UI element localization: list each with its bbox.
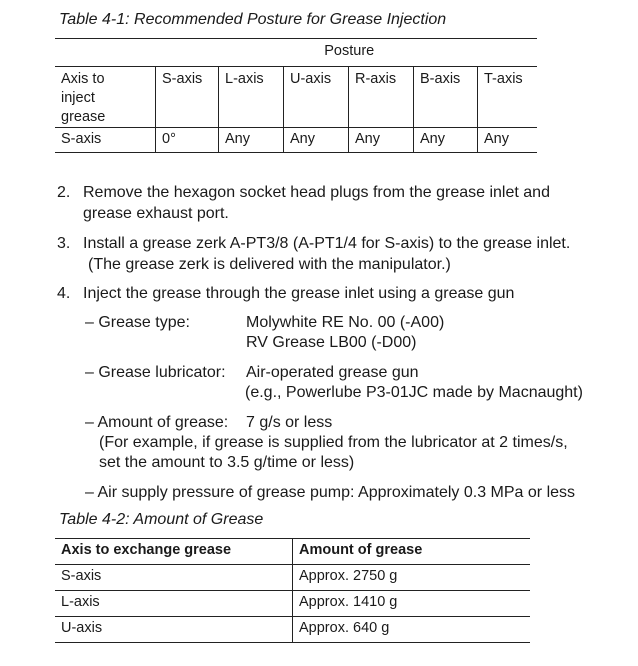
- header-s-axis: S-axis: [156, 67, 219, 128]
- detail-value: 7 g/s or less: [246, 414, 333, 431]
- header-u-axis: U-axis: [284, 67, 349, 128]
- header-t-axis: T-axis: [478, 67, 538, 128]
- detail-note: (For example, if grease is supplied from the lubricator at 2 times/s,: [99, 434, 568, 451]
- cell: Approx. 2750 g: [293, 565, 531, 591]
- header-axis-to-exchange: Axis to exchange grease: [55, 539, 293, 565]
- step-text: Inject the grease through the grease inlet using a grease gun: [83, 285, 515, 302]
- cell: Any: [478, 128, 538, 153]
- table-row: [55, 565, 530, 591]
- table-row: [55, 591, 530, 617]
- step-text: (The grease zerk is delivered with the manipulator.): [88, 256, 451, 273]
- cell: Any: [219, 128, 284, 153]
- detail-value: (e.g., Powerlube P3-01JC made by Macnaught): [245, 384, 583, 401]
- grease-amount-table: [55, 538, 530, 643]
- detail-value: Air-operated grease gun: [246, 364, 419, 381]
- header-axis-to-inject: Axis to inject grease: [55, 67, 156, 128]
- detail-value: Molywhite RE No. 00 (-A00): [246, 314, 445, 331]
- header-b-axis: B-axis: [414, 67, 478, 128]
- table-row: [55, 128, 537, 153]
- cell: Approx. 640 g: [293, 617, 531, 643]
- detail-key: – Grease type:: [85, 314, 190, 331]
- cell: Approx. 1410 g: [293, 591, 531, 617]
- cell: 0°: [156, 128, 219, 153]
- step-text: Install a grease zerk A-PT3/8 (A-PT1/4 for S-axis) to the grease inlet.: [83, 235, 571, 252]
- posture-table: [55, 38, 537, 153]
- detail-key: – Air supply pressure of grease pump: Approximately 0.3 MPa or less: [85, 484, 576, 501]
- header-l-axis: L-axis: [219, 67, 284, 128]
- step-text: grease exhaust port.: [83, 205, 229, 222]
- header-r-axis: R-axis: [349, 67, 414, 128]
- table-4-2-caption: Table 4-2: Amount of Grease: [59, 511, 264, 528]
- cell: L-axis: [55, 591, 293, 617]
- cell: Any: [349, 128, 414, 153]
- step-number: 3.: [57, 235, 71, 252]
- cell: S-axis: [55, 565, 293, 591]
- cell: U-axis: [55, 617, 293, 643]
- header-amount-of-grease: Amount of grease: [293, 539, 531, 565]
- cell: Any: [414, 128, 478, 153]
- cell: Any: [284, 128, 349, 153]
- step-text: Remove the hexagon socket head plugs from the grease inlet and: [83, 184, 550, 201]
- detail-key: – Amount of grease:: [85, 414, 229, 431]
- cell: S-axis: [55, 128, 156, 153]
- detail-value: RV Grease LB00 (-D00): [246, 334, 417, 351]
- step-number: 2.: [57, 184, 71, 201]
- step-number: 4.: [57, 285, 71, 302]
- table-row: [55, 617, 530, 643]
- table-4-1-caption: Table 4-1: Recommended Posture for Grease Injection: [59, 11, 447, 28]
- detail-note: set the amount to 3.5 g/time or less): [99, 454, 355, 471]
- detail-key: – Grease lubricator:: [85, 364, 226, 381]
- posture-group-header: Posture: [156, 39, 538, 67]
